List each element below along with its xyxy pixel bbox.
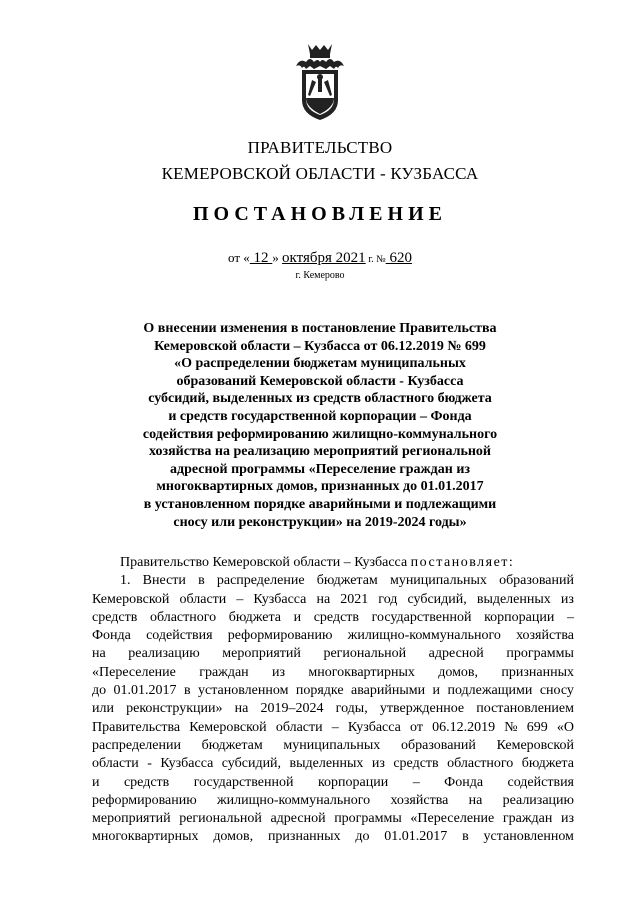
body-line [92, 591, 574, 609]
body-line [92, 755, 574, 773]
body-word: многоквартирных [92, 829, 199, 845]
body-word: бюджетам [201, 737, 263, 753]
body-word: до [92, 683, 107, 699]
body-word: сносу [539, 683, 574, 699]
body-word: 2021 [340, 591, 369, 607]
body-word: муниципальных [389, 573, 487, 589]
body-word: из [371, 756, 385, 772]
body-word: Фонда [444, 774, 484, 790]
body-word: программы [506, 646, 574, 662]
body-word: выделенных [289, 756, 364, 772]
body-word: домов, [438, 664, 479, 680]
body-word: Фонда [92, 628, 131, 644]
preamble-line [92, 554, 574, 572]
body-word: утвержденное [379, 701, 465, 717]
date-prefix: от « [228, 250, 250, 265]
body-word: и [293, 609, 302, 625]
body-word: 1. [120, 573, 131, 589]
government-name-line2: КЕМЕРОВСКОЙ ОБЛАСТИ - КУЗБАССА [161, 164, 479, 183]
body-word: 2019–2024 [260, 701, 324, 717]
body-word: год [378, 591, 398, 607]
body-line [92, 609, 574, 627]
body-word: бюджетам [316, 573, 378, 589]
document-type-heading: ПОСТАНОВЛЕНИЕ [193, 203, 447, 225]
body-word: на [234, 701, 249, 717]
title-line: «О распределении бюджетам муниципальных [174, 356, 466, 372]
preamble-text: Правительство Кемеровской области – Кузбасса [120, 555, 411, 570]
body-line [92, 774, 574, 792]
body-word: мероприятий [92, 811, 171, 827]
document-body [92, 554, 574, 847]
body-line [92, 664, 574, 682]
body-line [92, 700, 574, 718]
body-word: Кузбасса [347, 719, 401, 735]
title-line: образований Кемеровской области - Кузбасса [176, 373, 464, 389]
body-word: средств [393, 756, 439, 772]
body-word: на [316, 591, 331, 607]
body-word: и [432, 683, 441, 699]
body-word: из [272, 664, 286, 680]
title-line: О внесении изменения в постановление Правительства [143, 321, 497, 336]
body-word: региональной [323, 646, 407, 662]
body-line [92, 737, 574, 755]
body-word: содействия [507, 774, 574, 790]
body-word: – [566, 609, 574, 625]
body-word: образований [499, 573, 574, 589]
body-word: хозяйства [390, 792, 449, 808]
body-line [92, 810, 574, 828]
body-line [92, 792, 574, 810]
body-word: Внести [142, 573, 186, 589]
body-word: признанных [267, 829, 341, 845]
body-word: на [92, 646, 106, 662]
body-word: государственной [371, 609, 472, 625]
body-word: – [412, 774, 420, 790]
body-word: установленном [483, 829, 574, 845]
body-word: 06.12.2019 [432, 719, 496, 735]
body-word: в [198, 573, 205, 589]
body-word: Правительства [92, 719, 181, 735]
body-word: от [410, 719, 423, 735]
body-word: субсидий, [221, 756, 282, 772]
body-word: Кемеровской [92, 591, 170, 607]
body-word: муниципальных [283, 737, 381, 753]
body-line [92, 682, 574, 700]
body-word: граждан [199, 664, 249, 680]
body-word: Кемеровской [189, 719, 267, 735]
body-word: средств [313, 609, 360, 625]
body-word: – [236, 591, 244, 607]
body-word: средств [123, 774, 170, 790]
body-word: областного [447, 756, 514, 772]
body-word: образований [400, 737, 476, 753]
body-word: из [560, 811, 574, 827]
title-line: многоквартирных домов, признанных до 01.01.2017 [156, 479, 484, 495]
body-word: и [92, 774, 100, 790]
body-word: реформированию [227, 628, 333, 644]
document-city: г. Кемерово [295, 270, 345, 281]
body-word: постановлением [476, 701, 574, 717]
body-word: – [331, 719, 339, 735]
body-word: бюджета [228, 609, 281, 625]
body-word: признанных [501, 664, 574, 680]
body-word: 699 [526, 719, 548, 735]
body-word: домов, [213, 829, 254, 845]
body-line [92, 828, 574, 846]
body-word: выделенных [476, 591, 551, 607]
title-line: Кемеровской области – Кузбасса от 06.12.2019 № 699 [154, 338, 486, 354]
body-word: реконструкции» [126, 701, 223, 717]
body-word: жилищно-коммунального [347, 628, 501, 644]
body-word: «О [556, 719, 574, 735]
body-word: Кузбасса [253, 591, 307, 607]
body-word: жилищно-коммунального [216, 792, 371, 808]
body-word: распределении [92, 737, 181, 753]
body-word: корпорации [484, 609, 555, 625]
government-name-line1: ПРАВИТЕЛЬСТВО [247, 138, 393, 157]
body-word: адресной [428, 646, 484, 662]
date-mid: » [272, 250, 283, 265]
title-line: адресной программы «Переселение граждан из [169, 461, 471, 477]
body-word: в [462, 829, 469, 845]
body-word: областного [149, 609, 217, 625]
body-word: 01.01.2017 [113, 683, 177, 699]
date-day: 12 [249, 250, 273, 266]
coat-of-arms-emblem [294, 40, 346, 124]
body-word: области [179, 591, 227, 607]
body-line [92, 719, 574, 737]
title-line: сносу или реконструкции» на 2019-2024 годы» [173, 514, 467, 530]
body-word: Кемеровской [496, 737, 574, 753]
body-word: установленном [198, 683, 289, 699]
title-line: субсидий, выделенных из средств областного бюджета [148, 391, 492, 407]
body-word: области [92, 756, 139, 772]
body-line [92, 572, 574, 590]
body-line [92, 627, 574, 645]
body-word: 01.01.2017 [384, 829, 448, 845]
body-word: до [355, 829, 370, 845]
body-word: Кузбасса [160, 756, 214, 772]
body-word: из [560, 591, 574, 607]
body-word: хозяйства [516, 628, 574, 644]
body-line [92, 645, 574, 663]
body-word: содействия [146, 628, 213, 644]
body-word: многоквартирных [308, 664, 415, 680]
document-date-line [0, 250, 640, 267]
body-word: региональной [179, 811, 262, 827]
body-word: бюджета [521, 756, 574, 772]
body-word: порядке [295, 683, 344, 699]
document-title [110, 320, 530, 531]
body-word: подлежащими [447, 683, 533, 699]
body-word: средств [92, 609, 138, 625]
title-line: хозяйства на реализацию мероприятий региональной [149, 444, 491, 460]
body-word: «Переселение [410, 811, 495, 827]
body-word: распределение [216, 573, 305, 589]
title-line: в установленном порядке аварийными и подлежащими [143, 496, 497, 512]
body-word: «Переселение [92, 664, 176, 680]
title-line: содействия реформированию жилищно-коммунального [142, 426, 498, 442]
date-suffix: г. № [365, 254, 386, 265]
body-word: или [92, 701, 114, 717]
body-word: граждан [502, 811, 553, 827]
body-word: - [147, 756, 152, 772]
body-word: программы [334, 811, 402, 827]
date-month-year: октября 2021 [282, 250, 366, 266]
body-word: реализацию [502, 792, 574, 808]
body-word: корпорации [317, 774, 389, 790]
title-line: и средств государственной корпорации – Фонда [168, 408, 472, 424]
body-word: субсидий, [407, 591, 467, 607]
body-paragraph-1 [92, 572, 574, 846]
body-word: реализацию [128, 646, 200, 662]
body-word: аварийными [351, 683, 426, 699]
body-word: годы, [335, 701, 368, 717]
body-word: области [275, 719, 323, 735]
body-word: государственной [193, 774, 294, 790]
body-word: мероприятий [222, 646, 301, 662]
body-word: в [183, 683, 191, 699]
body-word: адресной [270, 811, 326, 827]
body-word: № [504, 719, 518, 735]
preamble-verb: постановляет: [410, 555, 515, 570]
document-number: 620 [385, 250, 412, 266]
body-word: реформированию [92, 792, 197, 808]
body-word: на [468, 792, 483, 808]
